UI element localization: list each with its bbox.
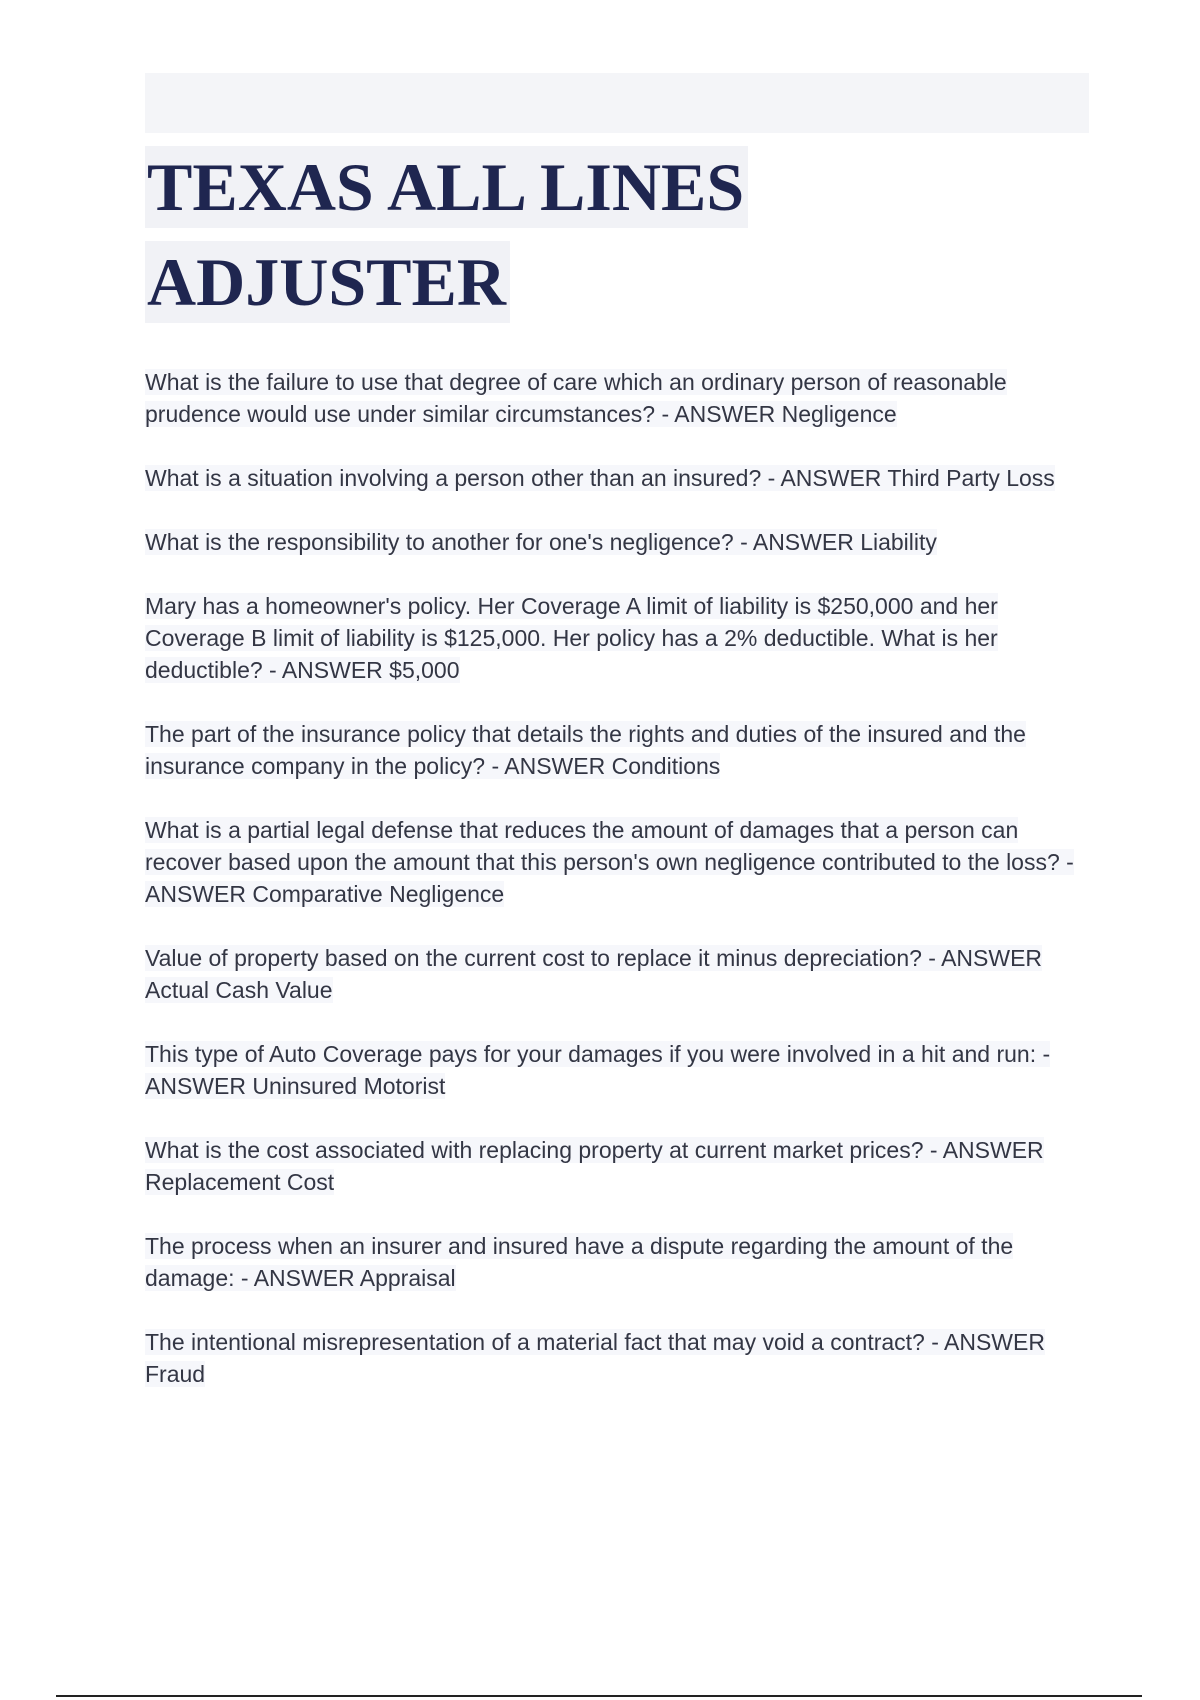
qa-answer: ANSWER Fraud (145, 1329, 1045, 1387)
qa-question: What is the responsibility to another for one's negligence? - (145, 529, 753, 555)
qa-question: Value of property based on the current cost to replace it minus depreciation? - (145, 945, 942, 971)
document-title-line-2: ADJUSTER (145, 241, 510, 323)
qa-item (145, 1038, 1095, 1102)
qa-item (145, 1230, 1095, 1294)
qa-answer: ANSWER Comparative Negligence (145, 881, 505, 907)
qa-item (145, 462, 1095, 494)
qa-answer: ANSWER Negligence (674, 401, 897, 427)
qa-answer: ANSWER Actual Cash Value (145, 945, 1043, 1003)
qa-item (145, 942, 1095, 1006)
qa-list (145, 366, 1095, 1422)
qa-answer: ANSWER $5,000 (281, 657, 460, 683)
qa-answer: ANSWER Appraisal (253, 1265, 456, 1291)
qa-answer: ANSWER Third Party Loss (780, 465, 1055, 491)
document-title-line-1: TEXAS ALL LINES (145, 146, 748, 228)
qa-item (145, 718, 1095, 782)
qa-item (145, 366, 1095, 430)
qa-question: What is a situation involving a person other than an insured? - (145, 465, 781, 491)
qa-item (145, 590, 1095, 686)
page-footer-rule (56, 1695, 1142, 1697)
qa-answer: ANSWER Liability (752, 529, 937, 555)
qa-question: What is a partial legal defense that reduces the amount of damages that a person can recover based upon the amount that this person's own negligence contributed to the loss? - (145, 817, 1074, 875)
qa-question: What is the failure to use that degree of care which an ordinary person of reasonable prudence would use under similar circumstances? - (145, 369, 1007, 427)
qa-question: The intentional misrepresentation of a material fact that may void a contract? - (145, 1329, 945, 1355)
qa-question: What is the cost associated with replacing property at current market prices? - (145, 1137, 943, 1163)
qa-answer: ANSWER Replacement Cost (145, 1137, 1044, 1195)
qa-item (145, 1326, 1095, 1390)
qa-answer: ANSWER Conditions (504, 753, 721, 779)
qa-answer: ANSWER Uninsured Motorist (145, 1073, 446, 1099)
qa-item (145, 814, 1095, 910)
qa-item (145, 1134, 1095, 1198)
qa-question: This type of Auto Coverage pays for your damages if you were involved in a hit and run: - (145, 1041, 1051, 1067)
header-band (145, 73, 1089, 133)
qa-question: Mary has a homeowner's policy. Her Coverage A limit of liability is $250,000 and her Coverage B limit of liability is $125,000. Her policy has a 2% deductible. What is her deductible? - (145, 593, 998, 683)
qa-question: The part of the insurance policy that details the rights and duties of the insured and the insurance company in the policy? - (145, 721, 1026, 779)
qa-item (145, 526, 1095, 558)
qa-question: The process when an insurer and insured have a dispute regarding the amount of the damage: - (145, 1233, 1014, 1291)
